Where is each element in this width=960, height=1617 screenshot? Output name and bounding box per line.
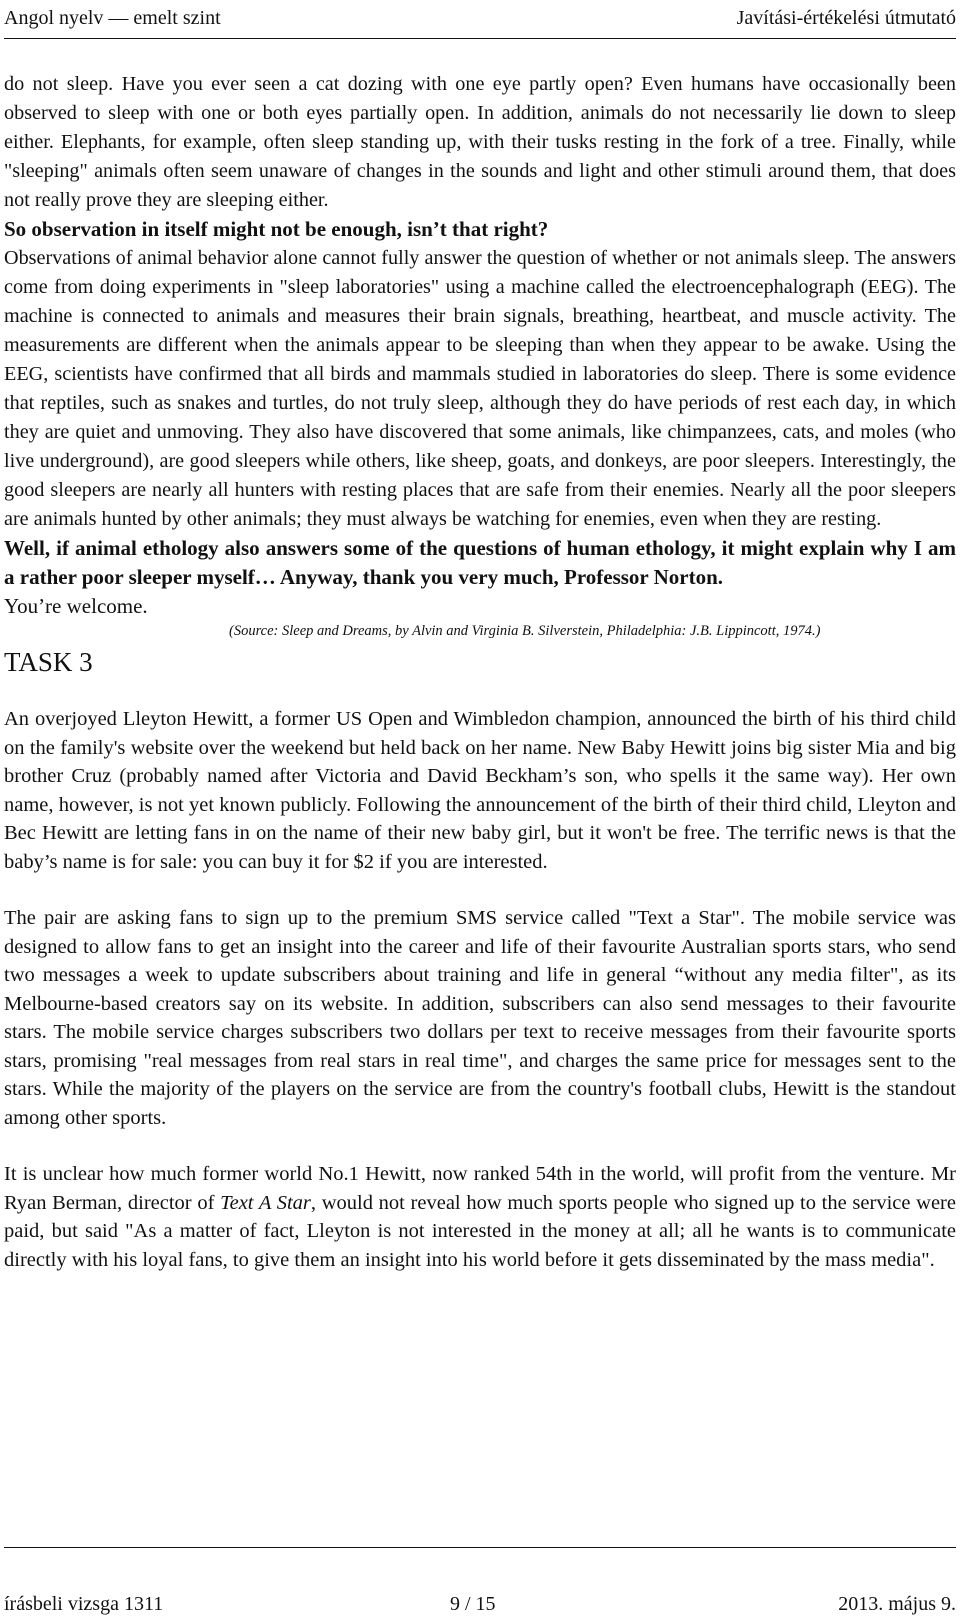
interview-answer-paragraph: do not sleep. Have you ever seen a cat dozing with one eye partly open? Even humans have occasionally been observed to sleep with one or both eyes partially open. In addition, animals do not necessarily lie down to sleep either. Elephants, for example, often sleep standing up, with their tusks resting in the fork of a tree. Finally, while "sleeping" animals often seem unaware of changes in the sounds and light and other stimuli around them, that does not really prove they are sleeping either. [4,73,956,211]
source-citation: (Source: Sleep and Dreams, by Alvin and Virginia B. Silverstein, Philadelphia: J.B. Lippincott, 1974.) [229,623,821,639]
interview-answer-paragraph: Observations of animal behavior alone cannot fully answer the question of whether or not animals sleep. The answers come from doing experiments in "sleep laboratories" using a machine called the electroencephalograph (EEG). The machine is connected to animals and measures their brain signals, breathing, heartbeat, and muscle activity. The measurements are different when the animals appear to be sleeping than when they appear to be awake. Using the EEG, scientists have confirmed that all birds and mammals studied in laboratories do sleep. There is some evidence that reptiles, such as snakes and turtles, do not truly sleep, although they do have periods of rest each day, in which they are quiet and unmoving. They also have discovered that some animals, like chimpanzees, cats, and moles (who live underground), are good sleepers while others, like sheep, goats, and donkeys, are poor sleepers. Interestingly, the good sleepers are nearly all hunters with resting places that are safe from their enemies. Nearly all the poor sleepers are animals hunted by other animals; they must always be watching for enemies, even when they are resting. [4,247,956,530]
header-subject: Angol nyelv — emelt szint [4,7,221,29]
task3-paragraph: An overjoyed Lleyton Hewitt, a former US Open and Wimbledon champion, announced the birth of his third child on the family's website over the weekend but held back on her name. New Baby Hewitt joins big sister Mia and big brother Cruz (probably named after Victoria and David Beckham’s son, who spells it the same way). Her own name, however, is not yet known publicly. Following the announcement of the birth of their third child, Lleyton and Bec Hewitt are letting fans in on the name of their new baby girl, but it won't be free. The terrific news is that the baby’s name is for sale: you can buy it for $2 if you are interested. [4,708,956,873]
header-divider [4,38,956,39]
task3-paragraph [4,1160,956,1274]
footer-exam-code: írásbeli vizsga 1311 [4,1593,164,1615]
service-name-italic: Text A Star [220,1191,311,1214]
footer-divider [4,1547,956,1548]
footer-page-number: 9 / 15 [450,1593,496,1615]
task-heading: TASK 3 [4,647,93,677]
task3-paragraph: The pair are asking fans to sign up to the premium SMS service called "Text a Star". The mobile service was designed to allow fans to get an insight into the career and life of their favourite Australian sports stars, who send two messages a week to update subscribers about training and life in general “without any media filter", as its Melbourne-based creators say on its website. In addition, subscribers can also send messages to their favourite stars. The mobile service charges subscribers two dollars per text to receive messages from their favourite sports stars, promising "real messages from real stars in real time", and charges the same price for messages sent to the stars. While the majority of the players on the service are from the country's football clubs, Hewitt is the standout among other sports. [4,907,956,1129]
footer-date: 2013. május 9. [838,1593,956,1615]
task3-text-run: It is unclear how much former world No.1 Hewitt, now ranked 54th in the world, will profit from the venture. Mr Ryan Berman, director of [4,1163,956,1214]
interview-question: So observation in itself might not be enough, isn’t that right? [4,217,549,241]
task3-text [4,705,956,1274]
page-footer [4,1592,956,1616]
interview-question: Well, if animal ethology also answers some of the questions of human ethology, it might explain why I am a rather poor sleeper myself… Anyway, thank you very much, Professor Norton. [4,536,956,589]
header-guide-title: Javítási-értékelési útmutató [736,7,956,29]
page-content [4,70,956,1274]
task3-text-run: , would not reveal how much sports people who signed up to the service were paid, but said "As a matter of fact, Lleyton is not interested in the money at all; all he wants is to communicate directly with his loyal fans, to give them an insight into his world before it gets disseminated by the mass media". [4,1191,956,1271]
page-header [4,6,956,30]
interview-reply: You’re welcome. [4,594,148,618]
